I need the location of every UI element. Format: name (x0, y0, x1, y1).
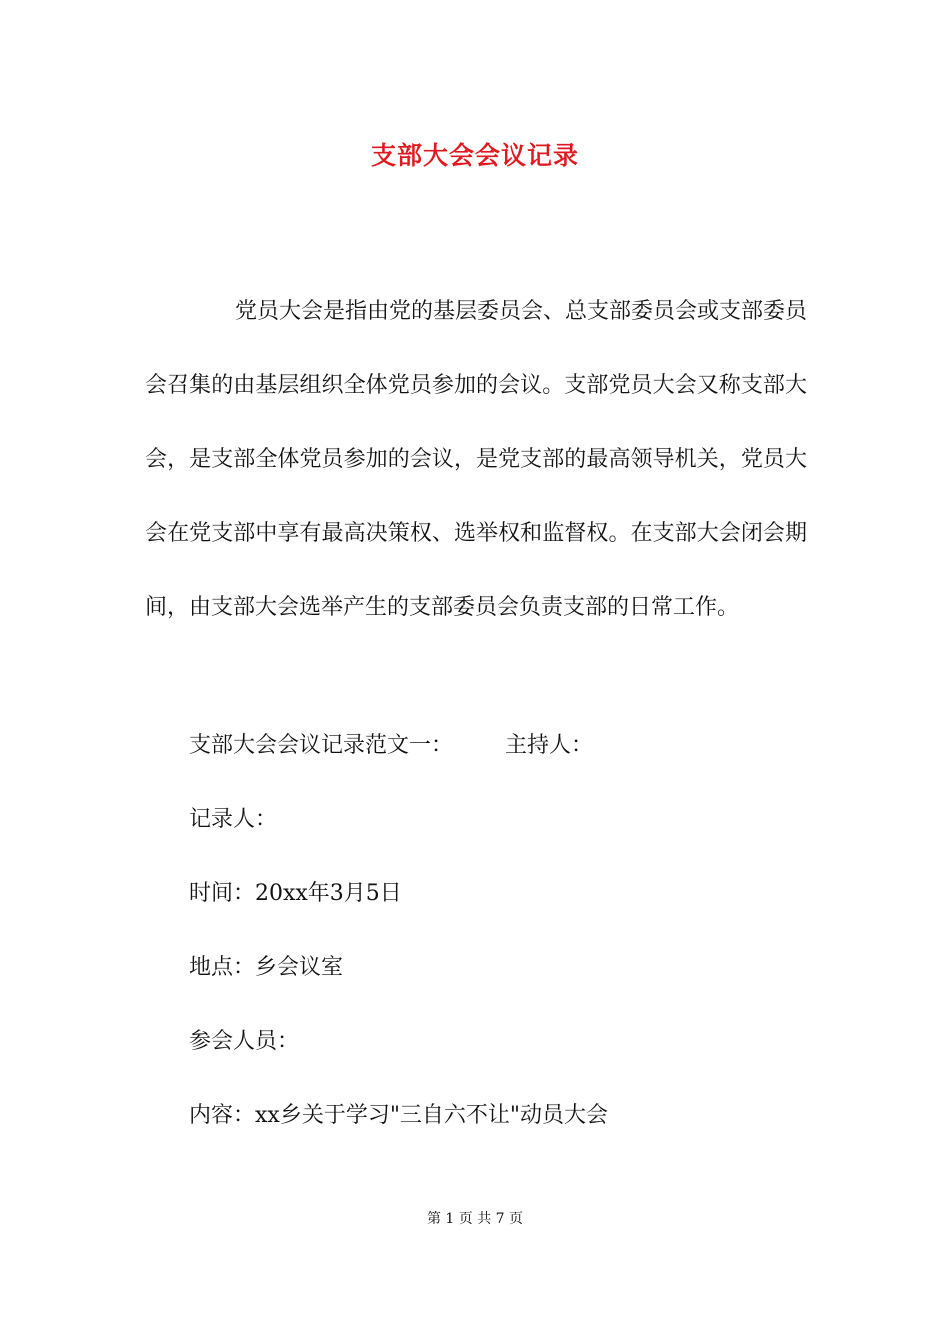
content-line: 内容：xx乡关于学习"三自六不让"动员大会 (189, 1103, 609, 1128)
recorder-label: 记录人： (189, 807, 278, 832)
intro-paragraph: 党员大会是指由党的基层委员会、总支部委员会或支部委员会召集的由基层组织全体党员参加的会议。支部党员大会又称支部大会，是支部全体党员参加的会议，是党支部的最高领导机关，党员大会在党支部中享有最高决策权、选举权和监督权。在支部大会闭会期间，由支部大会选举产生的支部委员会负责支部的日常工作。 (145, 299, 808, 620)
host-label: 主持人： (505, 733, 594, 758)
time-line: 时间：20xx年3月5日 (189, 881, 402, 906)
attendees-label: 参会人员： (189, 1029, 300, 1054)
document-title: 支部大会会议记录 (370, 141, 579, 170)
sample-heading-line (189, 728, 593, 759)
location-line: 地点：乡会议室 (189, 955, 344, 980)
sample-heading: 支部大会会议记录范文一： (189, 733, 454, 758)
page-indicator: 第 1 页 共 7 页 (426, 1211, 524, 1227)
